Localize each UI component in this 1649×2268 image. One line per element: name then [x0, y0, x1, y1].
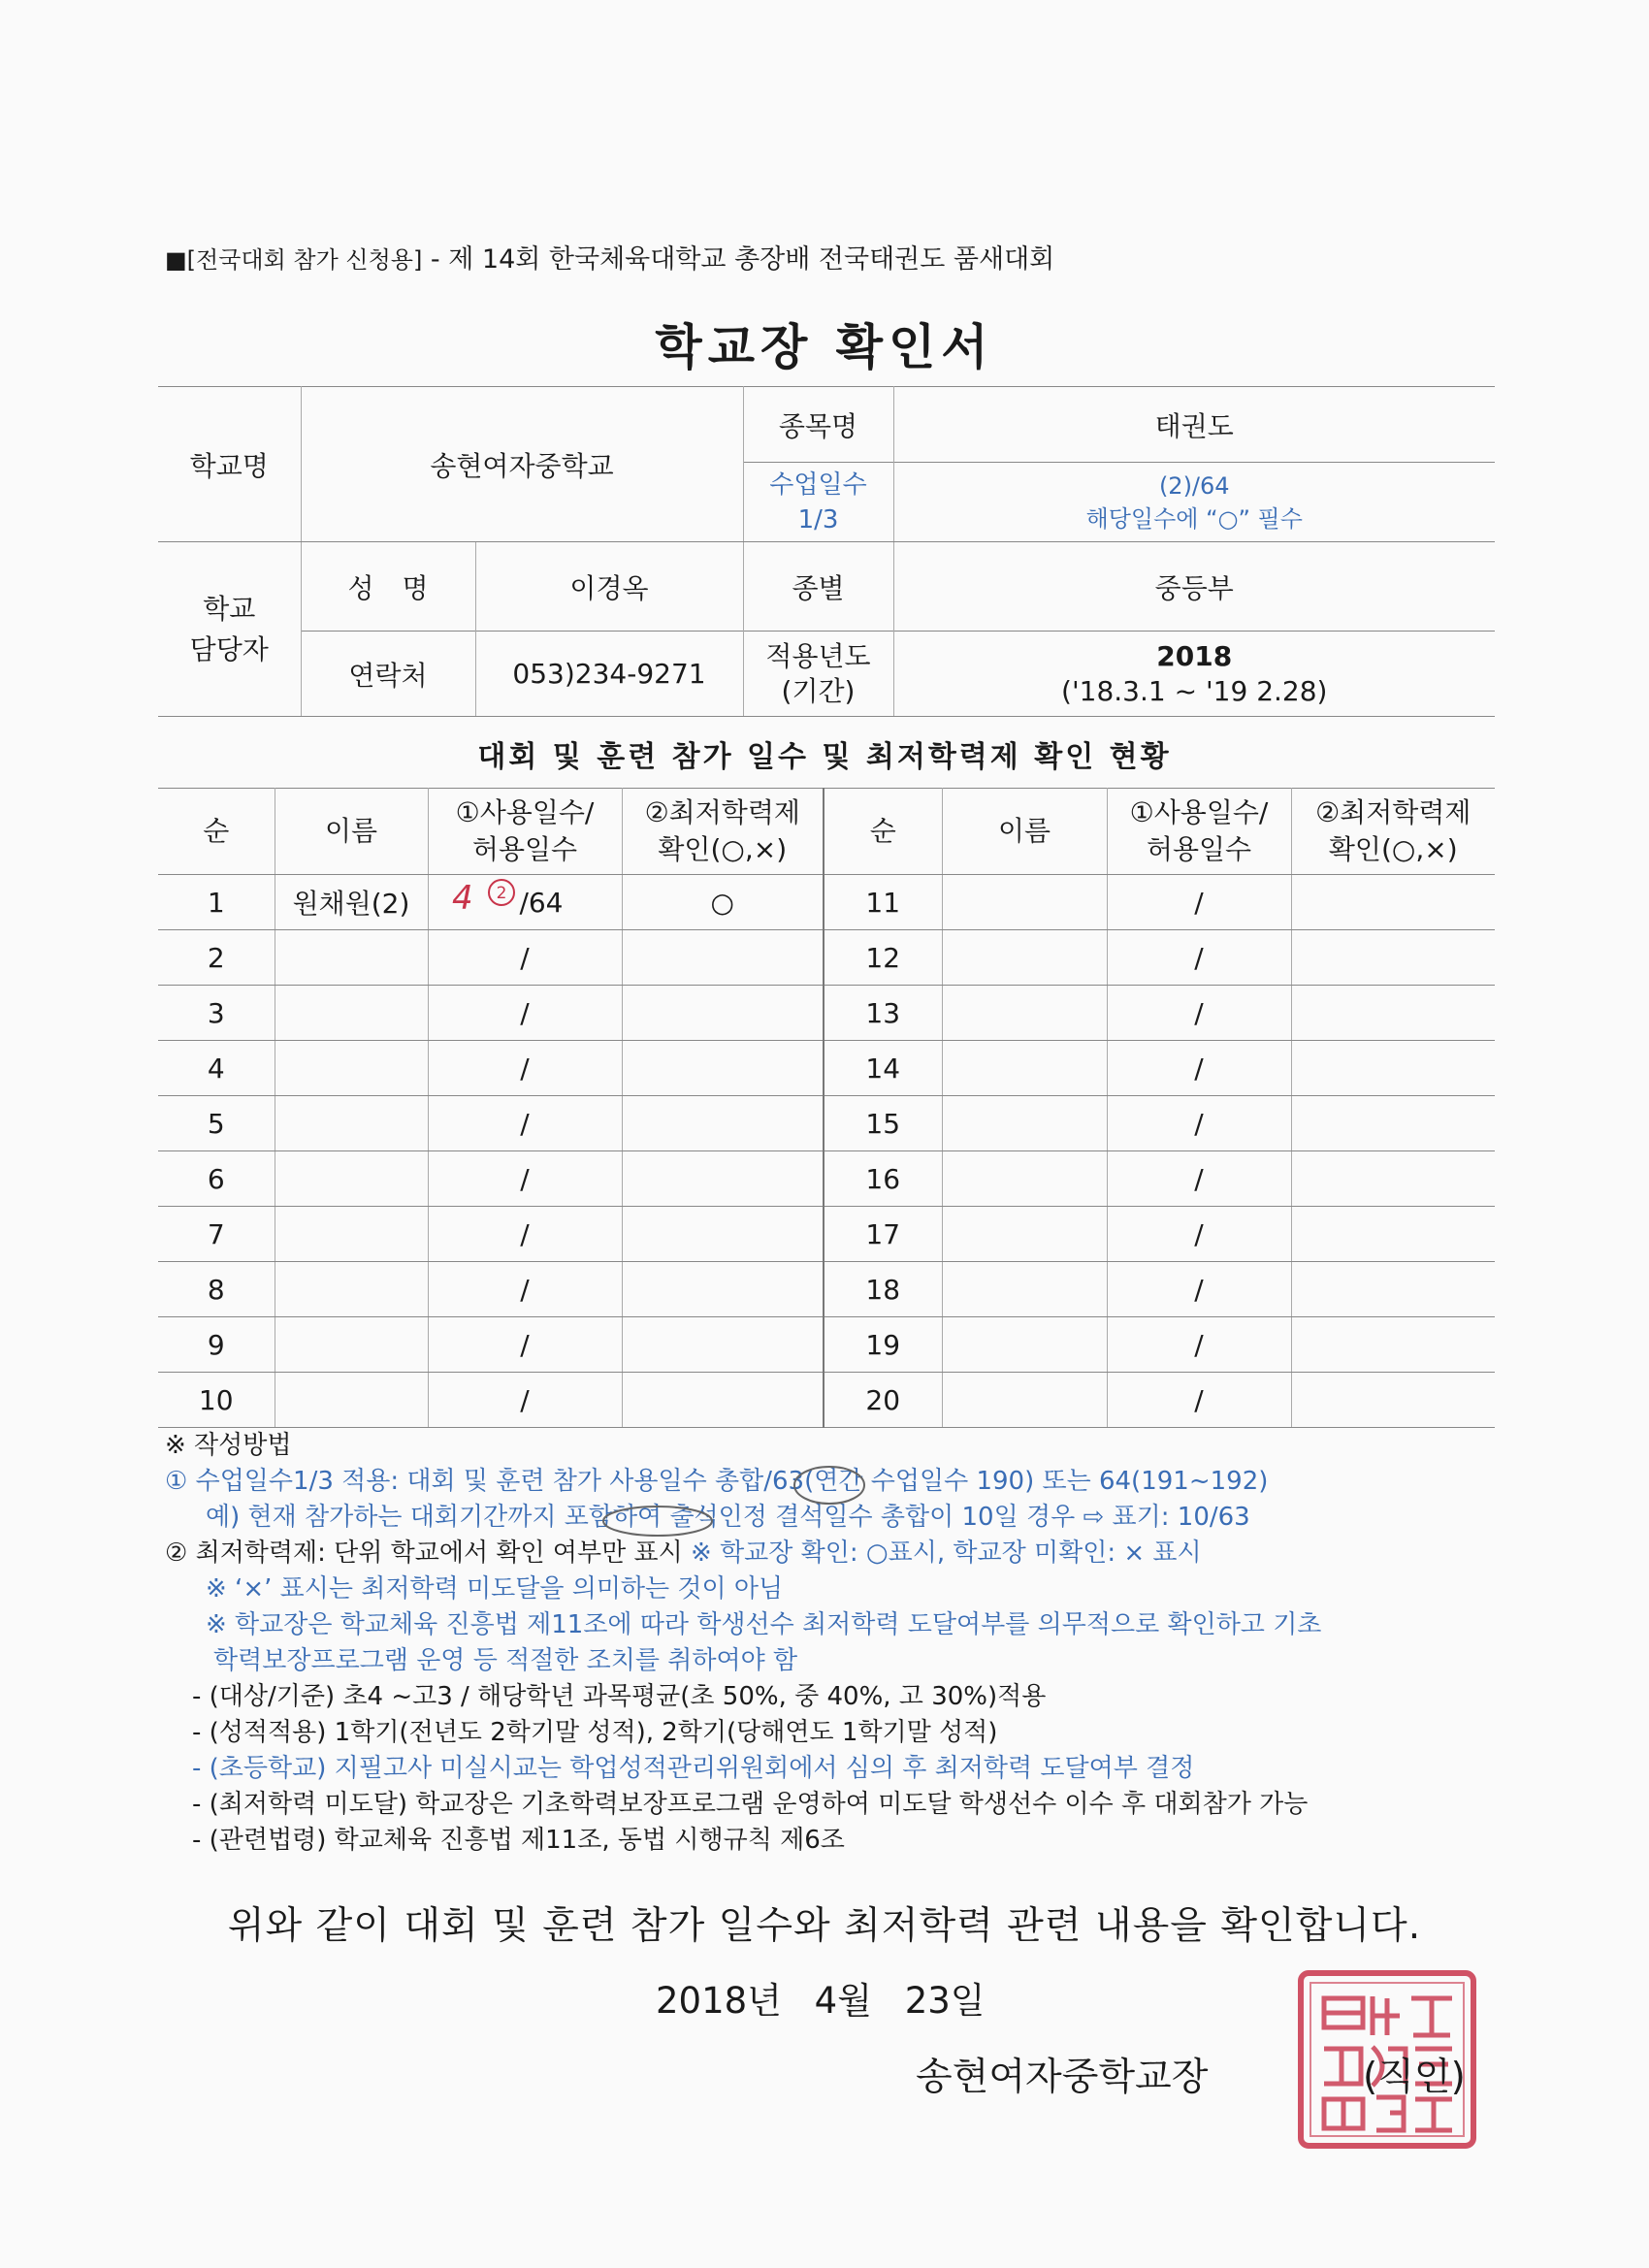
manager-label	[158, 542, 301, 717]
row-check	[622, 1262, 824, 1317]
row-days: /	[428, 1096, 622, 1151]
pen-underline-mark	[599, 1502, 716, 1540]
row-check-right	[1291, 1041, 1495, 1096]
row-name-right	[942, 1096, 1107, 1151]
row-name	[275, 1317, 428, 1373]
header-used-1: ①사용일수/	[455, 796, 595, 828]
division-value: 중등부	[893, 542, 1495, 632]
row-check-right	[1291, 1262, 1495, 1317]
document-title: 학교장 확인서	[655, 319, 994, 375]
row-name	[275, 986, 428, 1041]
contact-label: 연락처	[301, 632, 475, 717]
row-no-right: 19	[824, 1317, 942, 1373]
row-name	[275, 1096, 428, 1151]
row-no: 1	[158, 875, 275, 930]
header-used-2: 허용일수	[471, 833, 578, 865]
row-days-right: /	[1107, 1096, 1291, 1151]
contact-value: 053)234-9271	[475, 632, 743, 717]
seal-label: (직인)	[1363, 2056, 1466, 2099]
row-name: 원채원(2)	[275, 875, 428, 930]
manager-label-1: 학교	[203, 592, 256, 625]
row-days-right: /	[1107, 1317, 1291, 1373]
row-check	[622, 1041, 824, 1096]
row-days-right: /	[1107, 930, 1291, 986]
header-min-2: 확인(○,×)	[658, 833, 788, 865]
handwritten-correction-mark	[485, 876, 518, 909]
attendance-row	[158, 1151, 1495, 1207]
row-name	[275, 1151, 428, 1207]
row-name-right	[942, 1373, 1107, 1428]
note-2	[165, 1536, 1542, 1571]
row-days-right: /	[1107, 1041, 1291, 1096]
row-check-right	[1291, 986, 1495, 1041]
attendance-row	[158, 1317, 1495, 1373]
row-no: 6	[158, 1151, 275, 1207]
row-name-right	[942, 1262, 1107, 1317]
row-check-right	[1291, 875, 1495, 930]
pen-circle-mark	[791, 1463, 868, 1507]
row-name-right	[942, 1207, 1107, 1262]
row-days: /	[428, 1262, 622, 1317]
note-4a: ※ 학교장은 학교체육 진흥법 제11조에 따라 학생선수 최저학력 도달여부를 의무적으로 확인하고 기초	[206, 1610, 1322, 1639]
row-name-right	[942, 1151, 1107, 1207]
header-used-2-right: 허용일수	[1146, 833, 1252, 865]
attendance-row	[158, 986, 1495, 1041]
school-label: 학교명	[158, 387, 301, 542]
row-days-right: /	[1107, 875, 1291, 930]
header-min-academic-right	[1291, 789, 1495, 875]
class-days-label-2: 1/3	[797, 504, 839, 535]
detail-1: - (대상/기준) 초4 ~고3 / 해당학년 과목평균(초 50%, 중 40%, 고 30%)적용	[192, 1682, 1047, 1711]
note-1a: ① 수업일수1/3 적용: 대회 및 훈련 참가 사용일수 총합/63(연간 수업일수 190) 또는 64(191~192)	[165, 1467, 1269, 1496]
attendance-table	[158, 788, 1495, 1428]
header-min-1: ②최저학력제	[644, 796, 800, 828]
row-name	[275, 1041, 428, 1096]
attendance-row	[158, 875, 1495, 930]
note-2b: ※ 학교장 확인: ○표시, 학교장 미확인: × 표시	[691, 1539, 1202, 1568]
handwritten-circle-number: 2	[496, 884, 507, 903]
row-no: 5	[158, 1096, 275, 1151]
row-check	[622, 986, 824, 1041]
row-days: /	[428, 930, 622, 986]
year-label-2: (기간)	[781, 674, 856, 707]
row-name	[275, 930, 428, 986]
row-name-right	[942, 875, 1107, 930]
attendance-row	[158, 1096, 1495, 1151]
row-days: /	[428, 1207, 622, 1262]
name-label: 성 명	[301, 542, 475, 632]
row-days-right: /	[1107, 1373, 1291, 1428]
row-days: /	[428, 1373, 622, 1428]
note-3: ※ ‘×’ 표시는 최저학력 미도달을 의미하는 것이 아님	[206, 1574, 784, 1604]
detail-2: - (성적적용) 1학기(전년도 2학기말 성적), 2학기(당해연도 1학기말 성적)	[192, 1718, 998, 1747]
year-label	[743, 632, 893, 717]
row-name-right	[942, 1041, 1107, 1096]
header-line	[165, 238, 1054, 275]
notes-heading: ※ 작성방법	[165, 1431, 292, 1460]
row-name	[275, 1262, 428, 1317]
year-value: 2018	[1156, 639, 1233, 672]
header-used-1-right: ①사용일수/	[1129, 796, 1269, 828]
section-title: 대회 및 훈련 참가 일수 및 최저학력제 확인 현황	[477, 740, 1172, 774]
sport-label: 종목명	[743, 387, 893, 463]
header-used-days-right	[1107, 789, 1291, 875]
row-check-right	[1291, 1207, 1495, 1262]
row-name-right	[942, 1317, 1107, 1373]
header-name: 이름	[275, 789, 428, 875]
class-days-value	[893, 463, 1495, 542]
header-event: - 제 14회 한국체육대학교 총장배 전국태권도 품새대회	[430, 244, 1055, 275]
row-no-right: 11	[824, 875, 942, 930]
row-check	[622, 1151, 824, 1207]
row-name	[275, 1207, 428, 1262]
note-4b: 학력보장프로그램 운영 등 적절한 조치를 취하여야 함	[213, 1646, 798, 1675]
header-tag: ■[전국대회 참가 신청용]	[165, 246, 423, 274]
row-check-right	[1291, 1096, 1495, 1151]
attendance-row	[158, 1207, 1495, 1262]
year-value-cell	[893, 632, 1495, 717]
row-no: 4	[158, 1041, 275, 1096]
attendance-row	[158, 1262, 1495, 1317]
row-days: /	[428, 1041, 622, 1096]
row-no-right: 18	[824, 1262, 942, 1317]
header-no-right: 순	[824, 789, 942, 875]
class-days-label	[743, 463, 893, 542]
row-check-right	[1291, 1373, 1495, 1428]
row-check	[622, 930, 824, 986]
detail-4: - (최저학력 미도달) 학교장은 기초학력보장프로그램 운영하여 미도달 학생선수 이수 후 대회참가 가능	[192, 1790, 1309, 1819]
division-label: 종별	[743, 542, 893, 632]
row-check	[622, 1096, 824, 1151]
year-label-1: 적용년도	[765, 639, 871, 672]
name-value: 이경옥	[475, 542, 743, 632]
detail-3: - (초등학교) 지필고사 미실시교는 학업성적관리위원회에서 심의 후 최저학력 도달여부 결정	[192, 1754, 1195, 1783]
header-min-1-right: ②최저학력제	[1315, 796, 1471, 828]
row-days: /	[428, 1151, 622, 1207]
row-check-right	[1291, 1317, 1495, 1373]
attendance-row	[158, 1373, 1495, 1428]
row-no-right: 17	[824, 1207, 942, 1262]
row-days: /	[428, 986, 622, 1041]
class-days-number: (2)/64	[1158, 471, 1230, 500]
row-check	[622, 1317, 824, 1373]
row-name-right	[942, 986, 1107, 1041]
row-name	[275, 1373, 428, 1428]
row-no: 2	[158, 930, 275, 986]
school-value: 송현여자중학교	[301, 387, 743, 542]
row-name-right	[942, 930, 1107, 986]
row-check	[622, 1373, 824, 1428]
row-check-right	[1291, 930, 1495, 986]
row-no-right: 16	[824, 1151, 942, 1207]
row-days-right: /	[1107, 1151, 1291, 1207]
principal-name: 송현여자중학교장	[916, 2056, 1209, 2099]
class-days-label-1: 수업일수	[769, 470, 867, 500]
row-no: 10	[158, 1373, 275, 1428]
sport-value: 태권도	[893, 387, 1495, 463]
year-period: ('18.3.1 ~ '19 2.28)	[1061, 674, 1328, 707]
attendance-row	[158, 1041, 1495, 1096]
header-no: 순	[158, 789, 275, 875]
row-days: /64	[428, 875, 622, 930]
issue-date: 2018년 4월 23일	[656, 1980, 986, 2022]
row-no: 3	[158, 986, 275, 1041]
info-table	[158, 386, 1495, 717]
row-check	[622, 1207, 824, 1262]
row-no-right: 12	[824, 930, 942, 986]
row-check: ○	[622, 875, 824, 930]
row-check-right	[1291, 1151, 1495, 1207]
row-no-right: 15	[824, 1096, 942, 1151]
header-min-2-right: 확인(○,×)	[1328, 833, 1458, 865]
note-2a: ② 최저학력제: 단위 학교에서 확인 여부만 표시	[165, 1539, 683, 1568]
attendance-row	[158, 930, 1495, 986]
note-1b: 예) 현재 참가하는 대회기간까지 포함하여 출석인정 결석일수 총합이 10일 경우 ⇨ 표기: 10/63	[206, 1503, 1250, 1532]
row-no-right: 14	[824, 1041, 942, 1096]
attendance-header-row	[158, 789, 1495, 875]
row-no-right: 13	[824, 986, 942, 1041]
confirmation-statement: 위와 같이 대회 및 훈련 참가 일수와 최저학력 관련 내용을 확인합니다.	[227, 1904, 1422, 1948]
handwritten-days: 4	[452, 879, 473, 918]
class-days-note: 해당일수에 “○” 필수	[1085, 504, 1303, 533]
row-no: 9	[158, 1317, 275, 1373]
row-days: /	[428, 1317, 622, 1373]
header-name-right: 이름	[942, 789, 1107, 875]
detail-5: - (관련법령) 학교체육 진흥법 제11조, 동법 시행규칙 제6조	[192, 1826, 845, 1855]
manager-label-2: 담당자	[189, 632, 269, 665]
row-days-right: /	[1107, 986, 1291, 1041]
row-days-right: /	[1107, 1207, 1291, 1262]
row-no: 7	[158, 1207, 275, 1262]
row-days-right: /	[1107, 1262, 1291, 1317]
header-used-days	[428, 789, 622, 875]
row-no: 8	[158, 1262, 275, 1317]
header-min-academic	[622, 789, 824, 875]
row-no-right: 20	[824, 1373, 942, 1428]
